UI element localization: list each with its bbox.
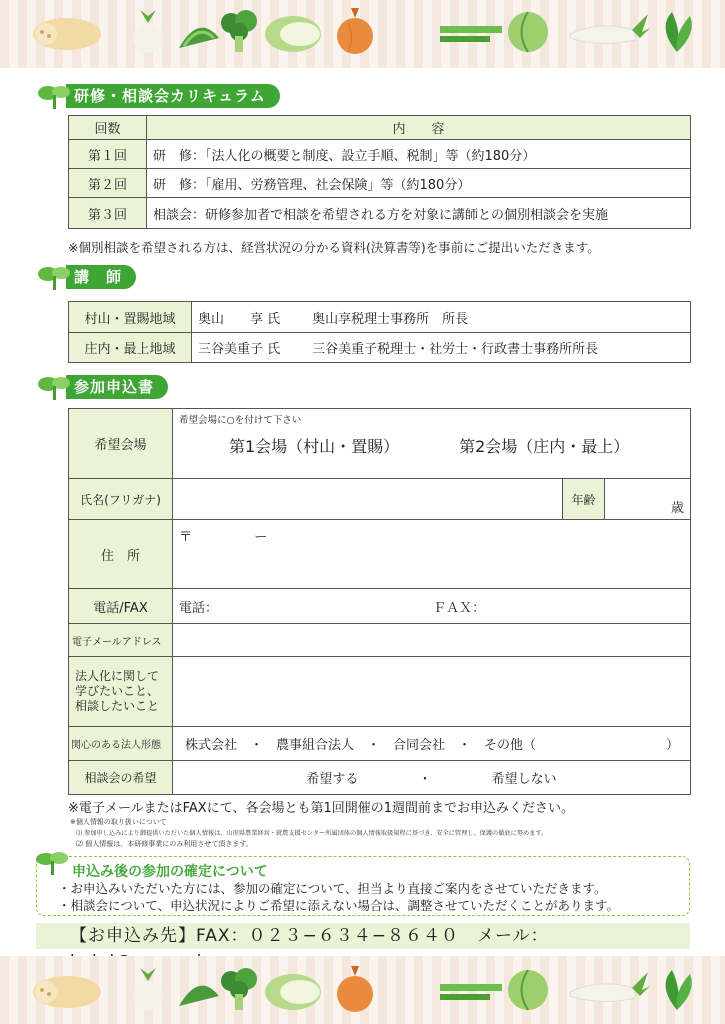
area-cell: 村山・置賜地域: [69, 302, 192, 333]
phone-label: 電話/FAX: [69, 589, 173, 624]
instructor-name: 奥山 享 氏: [198, 311, 281, 327]
green-vegetable-icon: [174, 8, 224, 56]
sprout-icon: [36, 81, 72, 111]
curriculum-heading: [36, 83, 280, 109]
content-cell: 研 修：「雇用、労務管理、社会保険」等（約180分）: [147, 169, 691, 198]
phone-prefix: 電話：: [179, 600, 219, 616]
sprout-icon: [36, 372, 72, 402]
lotus-root-icon: [32, 8, 102, 56]
sprout-icon: [36, 262, 72, 292]
venue-field[interactable]: [173, 409, 691, 479]
consult-field[interactable]: [173, 761, 691, 795]
col-session-header: 回数: [69, 116, 147, 140]
chinese-cabbage-icon: [262, 8, 324, 56]
curriculum-note: ※個別相談を希望される方は、経営状況の分かる資料(決算書等)を事前にご提出いただきます。: [68, 240, 600, 255]
instructor-org: 奥山享税理士事務所 所長: [312, 311, 469, 327]
spinach-icon: [652, 966, 702, 1014]
confirmation-title: 申込み後の参加の確定について: [72, 864, 268, 880]
curriculum-table: [68, 115, 691, 229]
cabbage-icon: [505, 966, 551, 1014]
consult-yes[interactable]: 希望する: [306, 772, 359, 787]
venue-option-1[interactable]: 第1会場（村山・置賜）: [229, 437, 400, 456]
instructors-table: [68, 301, 691, 363]
age-label: 年齢: [562, 479, 604, 520]
incorporation-label: 法人化に関して学びたいこと、相談したいこと: [69, 657, 173, 727]
corp-form-label: 関心のある法人形態: [69, 727, 173, 761]
phone-field[interactable]: [173, 589, 691, 624]
broccoli-icon: [218, 966, 260, 1014]
green-onion-icon: [440, 8, 502, 56]
session-cell: 第２回: [69, 169, 147, 198]
top-vegetable-banner: [0, 0, 725, 68]
sprout-icon: [34, 848, 70, 876]
content-cell: 研 修：「法人化の概要と制度、設立手順、税制」等（約180分）: [147, 140, 691, 169]
corp-form-options[interactable]: 株式会社 ・ 農事組合法人 ・ 合同会社 ・ その他（ ）: [173, 727, 691, 761]
session-cell: 第１回: [69, 140, 147, 169]
form-heading-label: 参加申込書: [66, 375, 168, 399]
venue-label: 希望会場: [69, 409, 173, 479]
radish-icon: [118, 8, 178, 56]
postal-dash: ー: [254, 530, 268, 545]
consult-separator: ・: [418, 772, 432, 787]
broccoli-icon: [218, 8, 260, 56]
postal-mark: 〒: [179, 530, 193, 545]
privacy-line-1: ⑴ 参加申し込みにより御提供いただいた個人情報は、山形県農業経営・就農支援センター所属団体の個人情報取扱規程に基づき、安全に管理し、保護の徹底に努めます。: [76, 830, 548, 837]
privacy-title: ※個人情報の取り扱いについて: [70, 818, 167, 826]
curriculum-heading-label: 研修・相談会カリキュラム: [66, 84, 280, 108]
application-form: [68, 408, 691, 795]
privacy-line-2: ⑵ 個人情報は、本研修事業にのみ利用させて頂きます。: [76, 840, 253, 848]
instructor-name: 三谷美重子 氏: [198, 342, 281, 357]
address-field[interactable]: [173, 520, 691, 589]
name-label: 氏名(フリガナ): [69, 479, 173, 520]
daikon-icon: [560, 8, 650, 56]
onion-icon: [330, 8, 380, 56]
instructors-heading: [36, 264, 136, 290]
instructor-cell: [192, 333, 691, 363]
name-field[interactable]: [173, 479, 563, 520]
deadline-note: ※電子メールまたはFAXにて、各会場とも第1回開催の1週間前までお申込みください。: [68, 801, 574, 816]
incorporation-field[interactable]: [173, 657, 691, 727]
onion-icon: [330, 966, 380, 1014]
instructor-cell: [192, 302, 691, 333]
lotus-root-icon: [32, 966, 102, 1014]
cabbage-icon: [505, 8, 551, 56]
age-unit: 歳: [670, 501, 684, 516]
green-vegetable-icon: [174, 966, 224, 1014]
green-onion-icon: [440, 966, 502, 1014]
fax-prefix: ＦＡＸ：: [433, 600, 486, 616]
age-field[interactable]: [604, 479, 690, 520]
instructors-heading-label: 講 師: [66, 265, 136, 289]
form-heading: [36, 374, 168, 400]
chinese-cabbage-icon: [262, 966, 324, 1014]
contact-bar: 【お申込み先】FAX：０２３−６３４−８６４０ メール：: [36, 923, 690, 949]
email-label: 電子メールアドレス: [69, 624, 173, 657]
address-label: 住 所: [69, 520, 173, 589]
spinach-icon: [652, 8, 702, 56]
bottom-vegetable-banner: [0, 956, 725, 1024]
content-cell: 相談会：研修参加者で相談を希望される方を対象に講師との個別相談会を実施: [147, 198, 691, 229]
venue-hint: 希望会場に○を付けて下さい: [179, 415, 302, 426]
instructor-org: 三谷美重子税理士・社労士・行政書士事務所所長: [312, 342, 599, 357]
col-content-header: 内 容: [147, 116, 691, 140]
daikon-icon: [560, 966, 650, 1014]
session-cell: 第３回: [69, 198, 147, 229]
venue-option-2[interactable]: 第2会場（庄内・最上）: [459, 437, 630, 456]
radish-icon: [118, 966, 178, 1014]
consult-label: 相談会の希望: [69, 761, 173, 795]
email-field[interactable]: [173, 624, 691, 657]
confirmation-line-1: ・お申込みいただいた方には、参加の確定について、担当より直接ご案内をさせていただきます。: [58, 881, 607, 896]
consult-no[interactable]: 希望しない: [491, 772, 557, 787]
confirmation-line-2: ・相談会について、申込状況によりご希望に添えない場合は、調整させていただくことがあります。: [58, 898, 620, 913]
area-cell: 庄内・最上地域: [69, 333, 192, 363]
